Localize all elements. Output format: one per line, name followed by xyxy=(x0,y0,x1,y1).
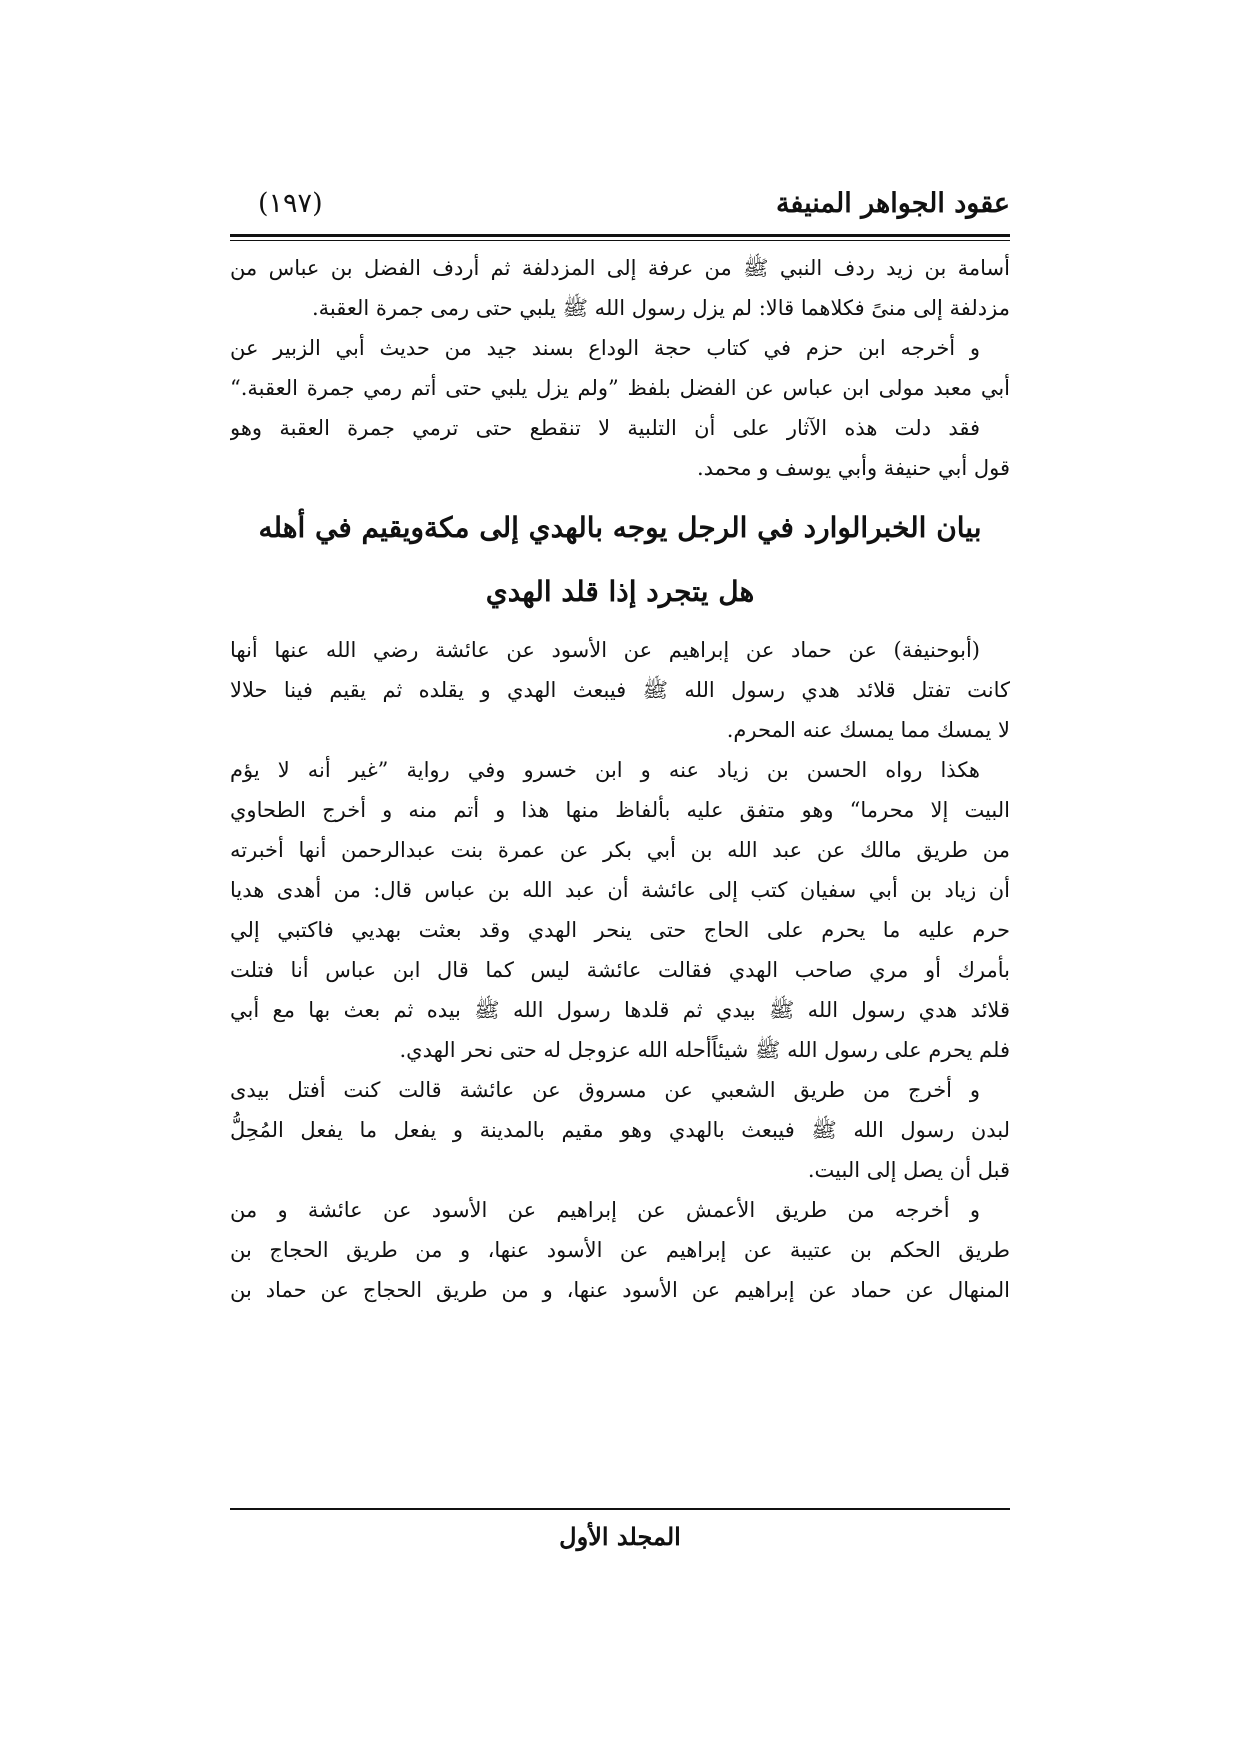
book-title: عقود الجواهر المنيفة xyxy=(775,188,1010,219)
text-line: أن زياد بن أبي سفيان كتب إلى عائشة أن عبد الله بن عباس قال: من أهدى هديا xyxy=(230,878,1010,902)
text-line: هكذا رواه الحسن بن زياد عنه و ابن خسرو وفي رواية ”غير أنه لا يؤم xyxy=(230,758,980,782)
text-line: قول أبي حنيفة وأبي يوسف و محمد. xyxy=(696,456,1010,480)
text-line: كانت تفتل قلائد هدي رسول الله ﷺ فيبعث الهدي و يقلده ثم يقيم فينا حلالا xyxy=(230,678,1010,702)
text-line: (أبوحنيفة) عن حماد عن إبراهيم عن الأسود عن عائشة رضي الله عنها أنها xyxy=(230,638,980,662)
page-number: (١٩٧) xyxy=(258,188,323,219)
text-line: بأمرك أو مري صاحب الهدي فقالت عائشة ليس كما قال ابن عباس أنا فتلت xyxy=(230,958,1010,982)
running-header xyxy=(230,188,1010,236)
volume-label: المجلد الأول xyxy=(559,1522,681,1551)
text-line: طريق الحكم بن عتيبة عن إبراهيم عن الأسود عنها، و من طريق الحجاج بن xyxy=(230,1238,1010,1262)
text-line: و أخرجه من طريق الأعمش عن إبراهيم عن الأسود عن عائشة و من xyxy=(230,1198,980,1222)
page-body xyxy=(230,248,1010,1310)
text-line: قبل أن يصل إلى البيت. xyxy=(807,1158,1010,1182)
section-heading-line1: بيان الخبرالوارد في الرجل يوجه بالهدي إلى مكةويقيم في أهله xyxy=(258,511,982,544)
text-line: مزدلفة إلى منىً فكلاهما قالا: لم يزل رسول الله ﷺ يلبي حتى رمى جمرة العقبة. xyxy=(311,296,1010,320)
text-line: البيت إلا محرما“ وهو متفق عليه بألفاظ منها هذا و أتم منه و أخرج الطحاوي xyxy=(230,798,1010,822)
header-rule-thick xyxy=(230,234,1010,237)
footer-rule xyxy=(230,1508,1010,1510)
text-line: أبي معبد مولى ابن عباس عن الفضل بلفظ ”ولم يزل يلبي حتى أتم رمي جمرة العقبة.“ xyxy=(230,376,1010,400)
text-line: أسامة بن زيد ردف النبي ﷺ من عرفة إلى المزدلفة ثم أردف الفضل بن عباس من xyxy=(230,256,1010,280)
text-line: و أخرجه ابن حزم في كتاب حجة الوداع بسند جيد من حديث أبي الزبير عن xyxy=(230,336,980,360)
section-heading-line2: هل يتجرد إذا قلد الهدي xyxy=(485,575,755,608)
text-line: لبدن رسول الله ﷺ فيبعث بالهدي وهو مقيم بالمدينة و يفعل ما يفعل المُحِلُّ xyxy=(230,1118,1010,1142)
text-line: لا يمسك مما يمسك عنه المحرم. xyxy=(726,718,1010,742)
text-line: المنهال عن حماد عن إبراهيم عن الأسود عنها، و من طريق الحجاج عن حماد بن xyxy=(230,1278,1010,1302)
header-rule-thin xyxy=(230,240,1010,241)
text-line: قلائد هدي رسول الله ﷺ بيدي ثم قلدها رسول الله ﷺ بيده ثم بعث بها مع أبي xyxy=(230,998,1010,1022)
text-line: حرم عليه ما يحرم على الحاج حتى ينحر الهدي وقد بعثت بهديي فاكتبي إلي xyxy=(230,918,1010,942)
text-line: فقد دلت هذه الآثار على أن التلبية لا تنقطع حتى ترمي جمرة العقبة وهو xyxy=(230,416,980,440)
text-line: و أخرج من طريق الشعبي عن مسروق عن عائشة قالت كنت أفتل بيدى xyxy=(230,1078,980,1102)
text-line: فلم يحرم على رسول الله ﷺ شيئاًأحله الله عزوجل له حتى نحر الهدي. xyxy=(399,1038,1010,1062)
text-line: من طريق مالك عن عبد الله بن أبي بكر عن عمرة بنت عبدالرحمن أنها أخبرته xyxy=(230,838,1010,862)
